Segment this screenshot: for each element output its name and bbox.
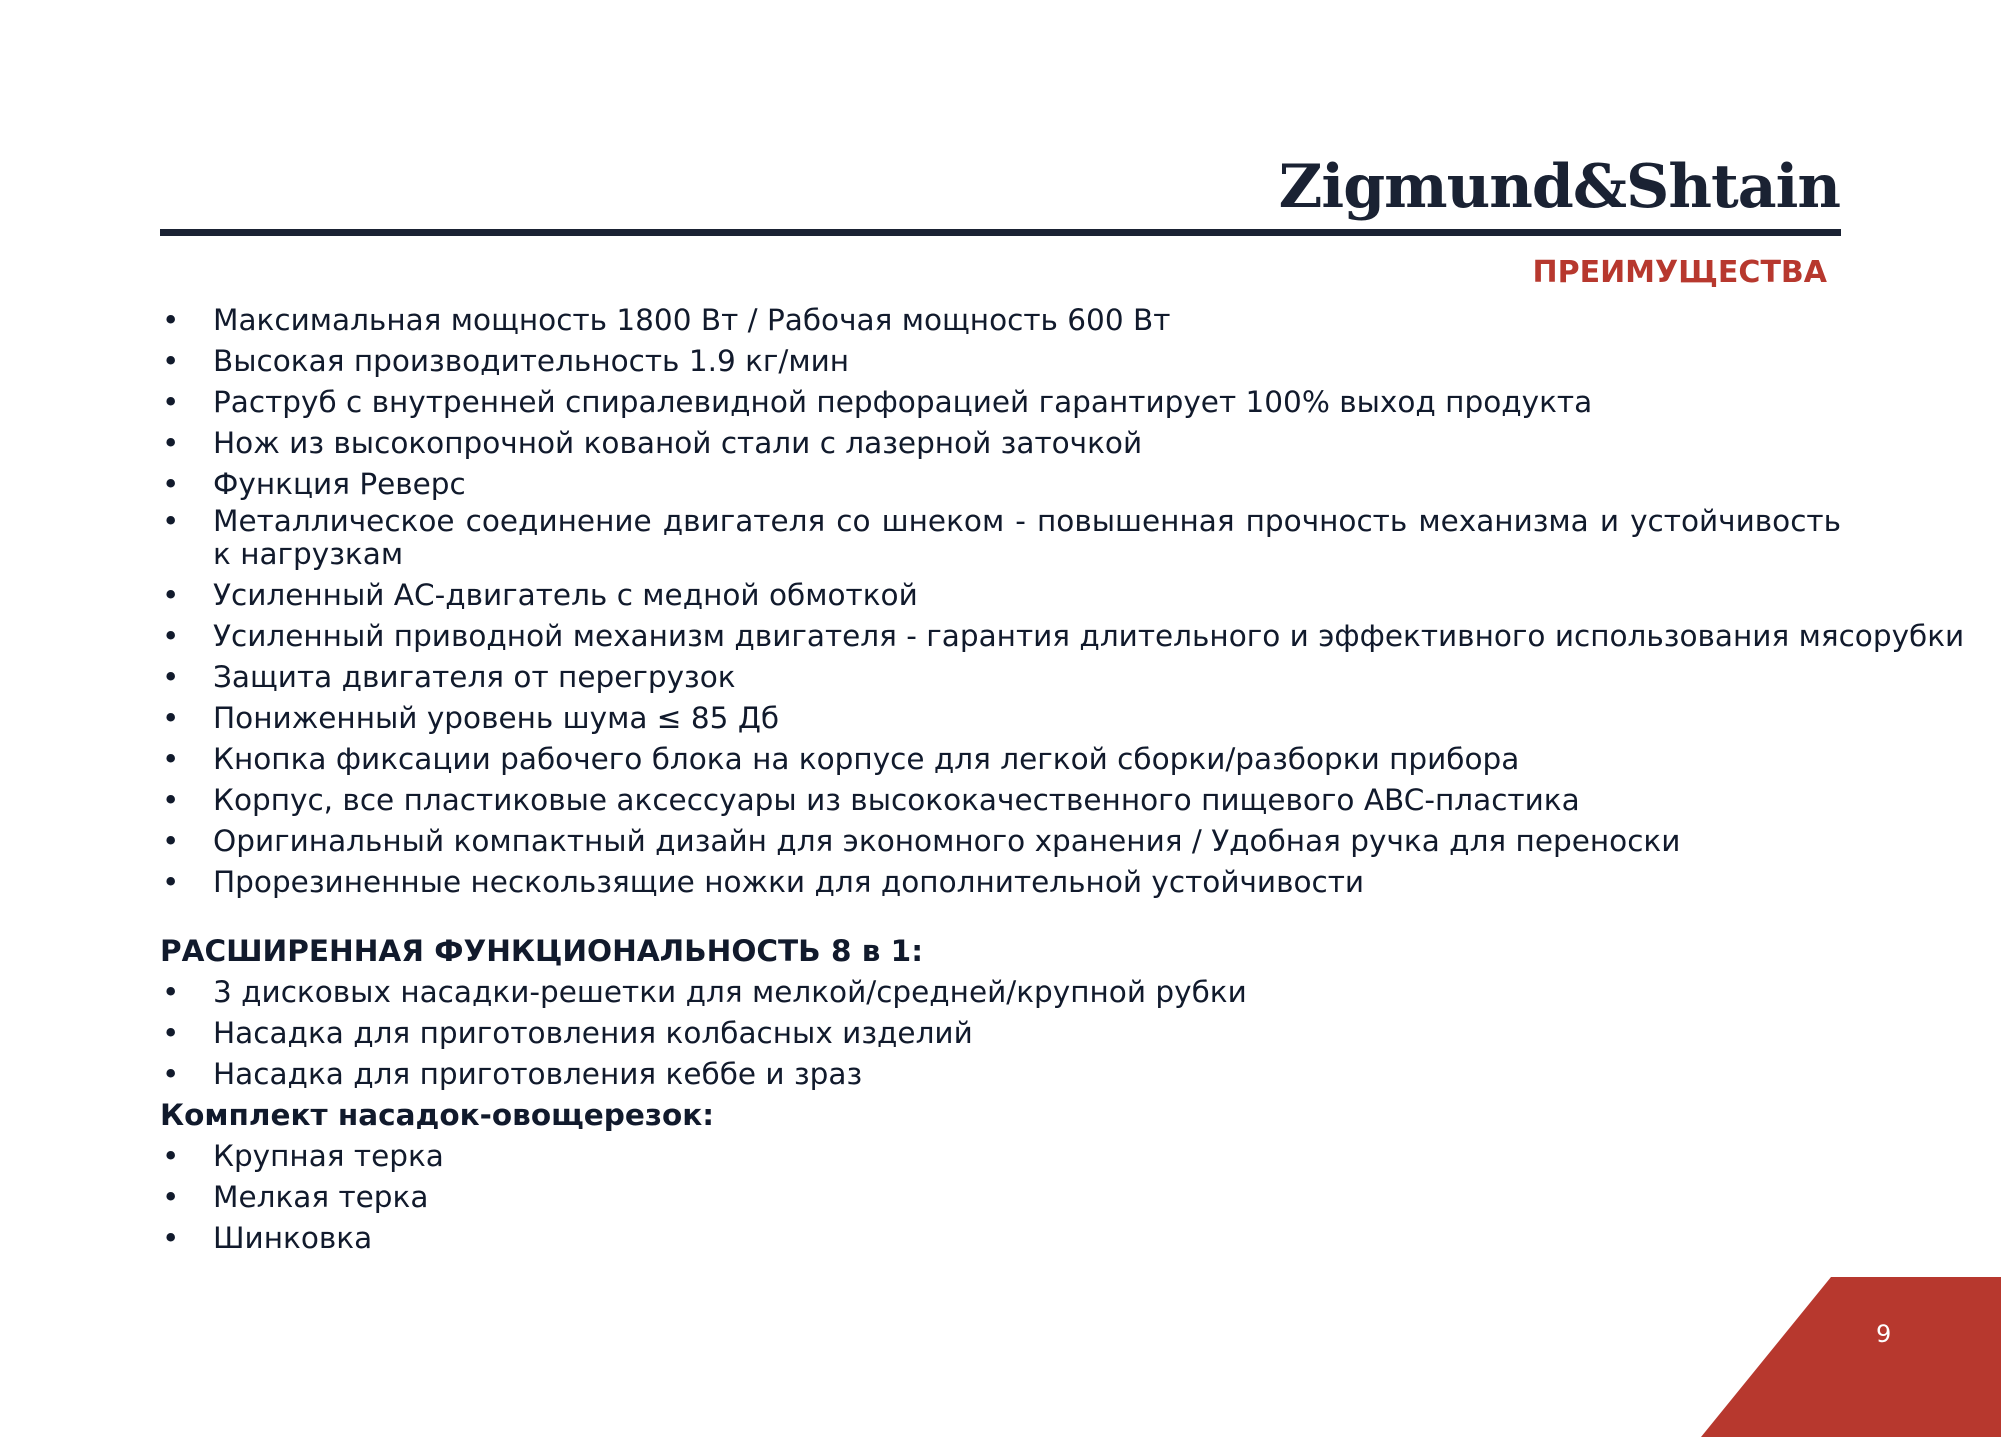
bullet-icon: • — [162, 504, 180, 538]
bullet-icon: • — [162, 783, 180, 817]
bullet-icon: • — [162, 1139, 180, 1173]
list-item — [160, 780, 1841, 821]
list-item — [160, 382, 1841, 423]
list-item-text: Раструб с внутренней спиралевидной перфорацией гарантирует 100% выход продукта — [213, 385, 1593, 419]
list-item — [160, 575, 1841, 616]
list-item — [160, 972, 1841, 1013]
list-item — [160, 616, 1965, 657]
bullet-icon: • — [162, 1221, 180, 1255]
bullet-icon: • — [162, 742, 180, 776]
list-item — [160, 657, 1841, 698]
list-item-text: Металлическое соединение двигателя со шнеком - повышенная прочность механизма и устойчивость к нагрузкам — [213, 504, 1841, 571]
bullet-icon: • — [162, 1180, 180, 1214]
list-item — [160, 698, 1841, 739]
list-item — [160, 1013, 1841, 1054]
extended-functionality-heading: РАСШИРЕННАЯ ФУНКЦИОНАЛЬНОСТЬ 8 в 1: — [160, 934, 923, 968]
list-item-text: Усиленный АС-двигатель с медной обмоткой — [213, 578, 918, 612]
list-item — [160, 821, 1841, 862]
list-item-text: Защита двигателя от перегрузок — [213, 660, 736, 694]
list-item — [160, 1136, 1841, 1177]
bullet-icon: • — [162, 578, 180, 612]
list-item-text: Мелкая терка — [213, 1180, 429, 1214]
list-item — [160, 1218, 1841, 1259]
bullet-icon: • — [162, 385, 180, 419]
list-item — [160, 739, 1841, 780]
main-content — [160, 300, 1965, 1259]
list-item-text: Корпус, все пластиковые аксессуары из высококачественного пищевого ABC-пластика — [213, 783, 1580, 817]
list-item-text: Прорезиненные нескользящие ножки для дополнительной устойчивости — [213, 865, 1365, 899]
bullet-icon: • — [162, 303, 180, 337]
section-spacer — [160, 903, 1841, 931]
bullet-icon: • — [162, 975, 180, 1009]
list-item-text: Насадка для приготовления колбасных изделий — [213, 1016, 973, 1050]
list-item — [160, 341, 1841, 382]
list-item-text: 3 дисковых насадки-решетки для мелкой/средней/крупной рубки — [213, 975, 1247, 1009]
bullet-icon: • — [162, 865, 180, 899]
bullet-icon: • — [162, 701, 180, 735]
list-item-text: Высокая производительность 1.9 кг/мин — [213, 344, 850, 378]
corner-decoration — [1701, 1277, 2001, 1437]
list-item-text: Усиленный приводной механизм двигателя - гарантия длительного и эффективного использования мясорубки — [213, 619, 1965, 653]
header-divider — [160, 229, 1841, 236]
list-item — [160, 1054, 1841, 1095]
cutter-set-heading: Комплект насадок-овощерезок: — [160, 1098, 715, 1132]
advantages-list — [160, 300, 1965, 903]
bullet-icon: • — [162, 824, 180, 858]
list-item — [160, 505, 1841, 571]
list-item-text: Кнопка фиксации рабочего блока на корпусе для легкой сборки/разборки прибора — [213, 742, 1520, 776]
list-item — [160, 464, 1841, 505]
list-item-text: Максимальная мощность 1800 Вт / Рабочая мощность 600 Вт — [213, 303, 1171, 337]
bullet-icon: • — [162, 426, 180, 460]
brand-logo: Zigmund&Shtain — [1278, 152, 1840, 222]
list-item-text: Функция Реверс — [213, 467, 466, 501]
bullet-icon: • — [162, 467, 180, 501]
list-item-text: Насадка для приготовления кеббе и зраз — [213, 1057, 863, 1091]
list-item-text: Нож из высокопрочной кованой стали с лазерной заточкой — [213, 426, 1143, 460]
list-item — [160, 300, 1841, 341]
cutter-set-list — [160, 1136, 1841, 1259]
list-item — [160, 1177, 1841, 1218]
list-item-text: Крупная терка — [213, 1139, 444, 1173]
list-item-text: Пониженный уровень шума ≤ 85 Дб — [213, 701, 780, 735]
bullet-icon: • — [162, 1057, 180, 1091]
list-item — [160, 423, 1841, 464]
list-item-text: Оригинальный компактный дизайн для экономного хранения / Удобная ручка для переноски — [213, 824, 1681, 858]
bullet-icon: • — [162, 660, 180, 694]
bullet-icon: • — [162, 344, 180, 378]
page-number: 9 — [1876, 1320, 1892, 1348]
extended-functionality-list — [160, 972, 1841, 1095]
section-title: ПРЕИМУЩЕСТВА — [1532, 255, 1827, 290]
list-item-text: Шинковка — [213, 1221, 373, 1255]
bullet-icon: • — [162, 619, 180, 653]
list-item — [160, 862, 1841, 903]
bullet-icon: • — [162, 1016, 180, 1050]
